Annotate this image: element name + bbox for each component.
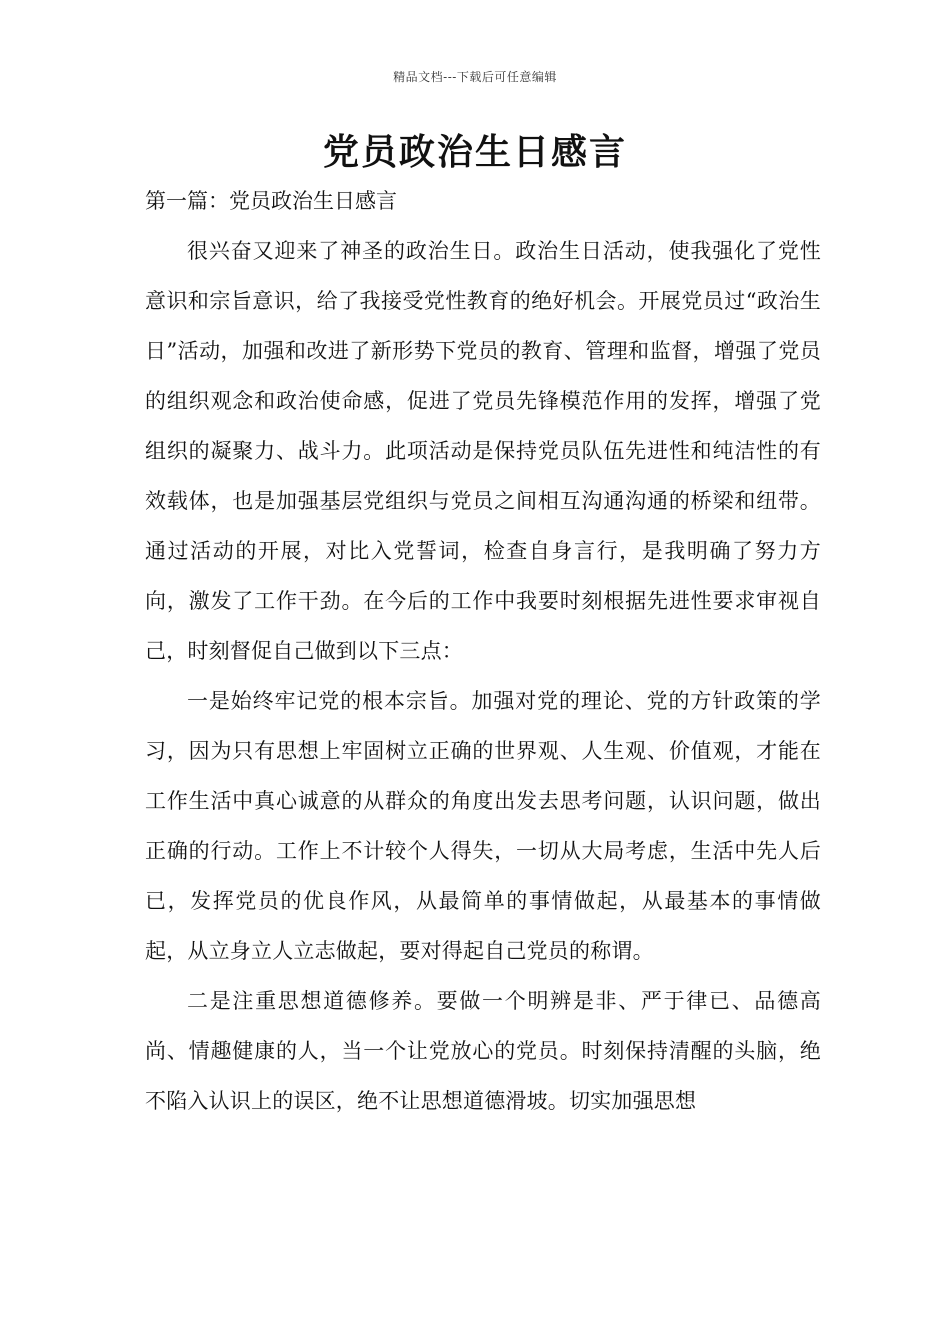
paragraph-1: 很兴奋又迎来了神圣的政治生日。政治生日活动，使我强化了党性意识和宗旨意识，给了我接受党性教育的绝好机会。开展党员过“政治生日”活动，加强和改进了新形势下党员的教育、管理和监督，增强了党员的组织观念和政治使命感，促进了党员先锋模范作用的发挥，增强了党组织的凝聚力、战斗力。此项活动是保持党员队伍先进性和纯洁性的有效载体，也是加强基层党组织与党员之间相互沟通沟通的桥梁和纽带。通过活动的开展，对比入党誓词，检查自身言行，是我明确了努力方向，激发了工作干劲。在今后的工作中我要时刻根据先进性要求审视自己，时刻督促自己做到以下三点： [145,239,821,663]
paragraph-3: 二是注重思想道德修养。要做一个明辨是非、严于律已、品德高尚、情趣健康的人，当一个让党放心的党员。时刻保持清醒的头脑，绝不陷入认识上的误区，绝不让思想道德滑坡。切实加强思想 [145,989,821,1113]
document-title: 党员政治生日感言 [322,132,627,173]
paragraph-2: 一是始终牢记党的根本宗旨。加强对党的理论、党的方针政策的学习，因为只有思想上牢固树立正确的世界观、人生观、价值观，才能在工作生活中真心诚意的从群众的角度出发去思考问题，认识问题，做出正确的行动。工作上不计较个人得失，一切从大局考虑，生活中先人后已，发挥党员的优良作风，从最简单的事情做起，从最基本的事情做起，从立身立人立志做起，要对得起自己党员的称谓。 [145,689,821,963]
header-note: 精品文档---下载后可任意编辑 [393,70,557,84]
document-subtitle: 第一篇：党员政治生日感言 [145,189,397,213]
document-body [145,226,821,1126]
